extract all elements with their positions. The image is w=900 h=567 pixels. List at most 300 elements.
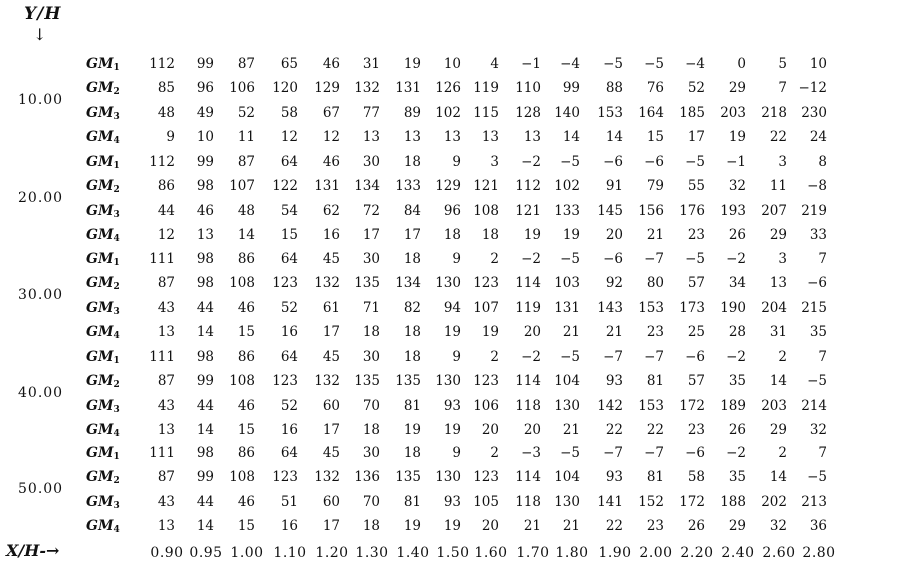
row-label-subscript: 3 <box>113 500 120 511</box>
table-cell: −6 <box>603 154 623 170</box>
table-cell: 19 <box>728 128 746 145</box>
table-cell: 132 <box>354 80 380 97</box>
table-cell: 22 <box>769 128 787 145</box>
table-cell: 99 <box>196 373 214 390</box>
table-cell: 70 <box>362 397 380 414</box>
row-label-subscript: 3 <box>113 111 120 122</box>
table-cell: −2 <box>521 251 541 267</box>
table-cell: 172 <box>679 493 705 510</box>
table-cell: 19 <box>403 421 421 438</box>
table-cell: 123 <box>272 469 298 486</box>
table-cell: 22 <box>646 421 664 438</box>
table-cell: 17 <box>403 226 421 243</box>
table-cell: −6 <box>807 275 827 292</box>
table-cell: 64 <box>280 251 298 267</box>
y-level-label: 50.00 <box>18 481 64 497</box>
table-cell: 131 <box>554 299 580 316</box>
table-cell: 14 <box>605 128 623 145</box>
row-label <box>86 398 120 418</box>
table-cell: −2 <box>726 445 746 461</box>
table-cell: −5 <box>560 251 580 267</box>
table-cell: 19 <box>562 226 580 243</box>
table-cell: 19 <box>403 517 421 534</box>
table-cell: 215 <box>801 299 827 316</box>
table-cell: 123 <box>272 275 298 292</box>
row-label-name: GM <box>86 154 114 170</box>
table-cell: 18 <box>403 251 421 267</box>
table-cell: 9 <box>166 128 175 145</box>
table-cell: 19 <box>523 226 541 243</box>
table-cell: 23 <box>687 421 705 438</box>
table-cell: 13 <box>403 128 421 145</box>
table-cell: 65 <box>280 56 298 72</box>
table-cell: 153 <box>638 397 664 414</box>
x-axis-label: X/H-→ <box>6 541 60 560</box>
table-cell: −2 <box>726 251 746 267</box>
table-cell: 3 <box>490 154 499 170</box>
table-cell: −8 <box>807 178 827 195</box>
table-cell: −5 <box>560 445 580 461</box>
table-cell: 112 <box>149 56 175 72</box>
table-cell: 45 <box>322 251 340 267</box>
table-cell: 44 <box>196 299 214 316</box>
row-label <box>86 56 120 76</box>
table-cell: 77 <box>362 104 380 121</box>
table-cell: 81 <box>646 469 664 486</box>
table-cell: 121 <box>473 178 499 195</box>
x-value: 1.00 <box>230 545 264 561</box>
table-cell: −5 <box>685 154 705 170</box>
table-cell: 20 <box>605 226 623 243</box>
table-cell: 20 <box>481 421 499 438</box>
table-cell: 104 <box>554 373 580 390</box>
table-cell: 81 <box>403 493 421 510</box>
table-cell: 130 <box>554 493 580 510</box>
table-cell: 46 <box>322 56 340 72</box>
row-label-name: GM <box>86 421 114 438</box>
table-cell: 18 <box>403 154 421 170</box>
table-cell: 87 <box>237 154 255 170</box>
table-cell: 12 <box>322 128 340 145</box>
table-cell: 19 <box>443 517 461 534</box>
x-value: 1.10 <box>273 545 307 561</box>
table-cell: −2 <box>726 349 746 365</box>
table-cell: 142 <box>597 397 623 414</box>
table-cell: 93 <box>443 397 461 414</box>
table-cell: 133 <box>554 202 580 219</box>
x-value: 2.20 <box>680 545 714 561</box>
table-cell: 14 <box>196 323 214 340</box>
table-cell: 98 <box>196 349 214 365</box>
table-cell: 52 <box>237 104 255 121</box>
table-cell: 17 <box>322 517 340 534</box>
table-cell: 18 <box>362 421 380 438</box>
table-cell: 71 <box>362 299 380 316</box>
row-label <box>86 373 120 393</box>
table-cell: 118 <box>515 493 541 510</box>
table-cell: 130 <box>435 275 461 292</box>
table-cell: 62 <box>322 202 340 219</box>
table-cell: 7 <box>778 80 787 97</box>
table-cell: 103 <box>554 275 580 292</box>
table-cell: 13 <box>769 275 787 292</box>
row-label <box>86 300 120 320</box>
x-value: 0.90 <box>150 545 184 561</box>
table-cell: 44 <box>196 397 214 414</box>
row-label-subscript: 4 <box>113 330 120 341</box>
row-label-name: GM <box>86 397 114 414</box>
row-label-subscript: 4 <box>113 233 120 244</box>
table-cell: 52 <box>280 299 298 316</box>
table-cell: 7 <box>818 349 827 365</box>
row-label-subscript: 3 <box>113 404 120 415</box>
table-cell: 19 <box>403 56 421 72</box>
table-cell: 14 <box>196 517 214 534</box>
table-cell: 15 <box>237 421 255 438</box>
table-cell: 11 <box>769 178 787 195</box>
row-label-subscript: 2 <box>113 185 120 196</box>
table-cell: 21 <box>605 323 623 340</box>
table-cell: 133 <box>395 178 421 195</box>
table-cell: −12 <box>798 80 827 97</box>
table-cell: 213 <box>801 493 827 510</box>
table-cell: −5 <box>603 56 623 72</box>
table-cell: 25 <box>687 323 705 340</box>
row-label-subscript: 2 <box>113 380 120 391</box>
table-cell: 15 <box>280 226 298 243</box>
table-cell: 21 <box>562 517 580 534</box>
table-cell: −1 <box>521 56 541 72</box>
table-cell: 61 <box>322 299 340 316</box>
row-label-name: GM <box>86 251 114 267</box>
table-cell: 30 <box>362 445 380 461</box>
table-cell: 55 <box>687 178 705 195</box>
row-label <box>86 227 120 247</box>
table-cell: 16 <box>280 421 298 438</box>
table-cell: 120 <box>272 80 298 97</box>
table-cell: 0 <box>737 56 746 72</box>
table-cell: 2 <box>490 251 499 267</box>
table-cell: 108 <box>473 202 499 219</box>
table-cell: 64 <box>280 445 298 461</box>
row-label <box>86 275 120 295</box>
table-cell: 13 <box>362 128 380 145</box>
table-cell: 4 <box>490 56 499 72</box>
table-cell: 20 <box>481 517 499 534</box>
x-value: 1.20 <box>315 545 349 561</box>
down-arrow-icon: ↓ <box>33 25 47 44</box>
table-cell: 18 <box>362 323 380 340</box>
table-cell: 19 <box>481 323 499 340</box>
table-cell: −3 <box>521 445 541 461</box>
table-cell: −5 <box>807 469 827 486</box>
table-cell: 57 <box>687 275 705 292</box>
table-cell: 207 <box>761 202 787 219</box>
table-cell: 135 <box>354 275 380 292</box>
table-cell: 86 <box>237 445 255 461</box>
row-label-name: GM <box>86 373 114 390</box>
y-axis-label: Y/H <box>24 4 62 24</box>
table-cell: 123 <box>473 373 499 390</box>
table-cell: 70 <box>362 493 380 510</box>
table-cell: 26 <box>728 226 746 243</box>
table-cell: 45 <box>322 349 340 365</box>
row-label <box>86 518 120 538</box>
table-cell: 13 <box>443 128 461 145</box>
table-cell: 106 <box>229 80 255 97</box>
x-value: 1.50 <box>436 545 470 561</box>
table-cell: 119 <box>473 80 499 97</box>
table-cell: 108 <box>229 469 255 486</box>
table-cell: 51 <box>280 493 298 510</box>
row-label-subscript: 1 <box>113 452 120 462</box>
table-cell: 15 <box>646 128 664 145</box>
table-cell: 26 <box>728 421 746 438</box>
table-cell: −6 <box>685 445 705 461</box>
table-cell: 48 <box>237 202 255 219</box>
row-label-subscript: 4 <box>113 524 120 535</box>
table-cell: 136 <box>354 469 380 486</box>
table-cell: 32 <box>809 421 827 438</box>
table-cell: 48 <box>157 104 175 121</box>
table-cell: 111 <box>149 445 175 461</box>
table-cell: 14 <box>769 373 787 390</box>
table-cell: 14 <box>562 128 580 145</box>
table-cell: 173 <box>679 299 705 316</box>
row-label-subscript: 1 <box>113 356 120 366</box>
table-cell: 46 <box>237 299 255 316</box>
table-cell: −5 <box>685 251 705 267</box>
row-label-subscript: 1 <box>113 63 120 73</box>
table-cell: 18 <box>403 445 421 461</box>
table-cell: 129 <box>435 178 461 195</box>
table-cell: 46 <box>196 202 214 219</box>
table-cell: 49 <box>196 104 214 121</box>
table-cell: 118 <box>515 397 541 414</box>
row-label <box>86 422 120 442</box>
table-cell: 28 <box>728 323 746 340</box>
x-value: 1.60 <box>474 545 508 561</box>
table-cell: 16 <box>280 517 298 534</box>
x-value: 2.80 <box>802 545 836 561</box>
table-cell: 18 <box>362 517 380 534</box>
row-label <box>86 469 120 489</box>
table-cell: 72 <box>362 202 380 219</box>
table-cell: 3 <box>778 154 787 170</box>
table-cell: 13 <box>157 421 175 438</box>
row-label-name: GM <box>86 226 114 243</box>
table-cell: 218 <box>761 104 787 121</box>
table-cell: 112 <box>515 178 541 195</box>
table-cell: 7 <box>818 445 827 461</box>
table-cell: 17 <box>322 421 340 438</box>
table-cell: 128 <box>515 104 541 121</box>
table-cell: 135 <box>395 469 421 486</box>
table-cell: 123 <box>473 469 499 486</box>
y-level-label: 10.00 <box>18 92 64 108</box>
table-cell: 52 <box>687 80 705 97</box>
table-cell: −6 <box>685 349 705 365</box>
x-value: 1.40 <box>396 545 430 561</box>
table-cell: 131 <box>314 178 340 195</box>
table-cell: 9 <box>452 445 461 461</box>
table-cell: 129 <box>314 80 340 97</box>
table-cell: 20 <box>523 421 541 438</box>
row-label <box>86 129 120 149</box>
row-label-name: GM <box>86 104 114 121</box>
table-cell: 134 <box>395 275 421 292</box>
table-cell: 81 <box>403 397 421 414</box>
table-cell: 92 <box>605 275 623 292</box>
table-cell: 122 <box>272 178 298 195</box>
table-cell: 29 <box>728 517 746 534</box>
table-cell: −1 <box>726 154 746 170</box>
table-cell: 13 <box>523 128 541 145</box>
table-cell: −2 <box>521 154 541 170</box>
table-cell: 29 <box>769 226 787 243</box>
table-cell: 3 <box>778 251 787 267</box>
table-cell: 87 <box>157 373 175 390</box>
row-label-name: GM <box>86 517 114 534</box>
table-cell: 64 <box>280 154 298 170</box>
table-cell: 10 <box>443 56 461 72</box>
table-cell: −6 <box>603 251 623 267</box>
row-label <box>86 105 120 125</box>
table-cell: 43 <box>157 397 175 414</box>
x-value: 1.80 <box>555 545 589 561</box>
table-cell: −7 <box>603 445 623 461</box>
table-cell: 46 <box>237 493 255 510</box>
table-cell: 203 <box>720 104 746 121</box>
table-cell: 86 <box>237 349 255 365</box>
y-level-label: 20.00 <box>18 190 64 206</box>
table-cell: 43 <box>157 493 175 510</box>
x-value: 0.95 <box>189 545 223 561</box>
table-cell: 219 <box>801 202 827 219</box>
table-cell: 23 <box>646 323 664 340</box>
table-cell: 93 <box>605 373 623 390</box>
table-cell: 86 <box>237 251 255 267</box>
table-cell: 20 <box>523 323 541 340</box>
row-label-subscript: 2 <box>113 476 120 487</box>
table-cell: 81 <box>646 373 664 390</box>
table-cell: 141 <box>597 493 623 510</box>
table-cell: 99 <box>196 154 214 170</box>
row-label-subscript: 2 <box>113 282 120 293</box>
table-cell: 29 <box>769 421 787 438</box>
table-cell: 104 <box>554 469 580 486</box>
table-cell: 153 <box>638 299 664 316</box>
table-cell: 58 <box>280 104 298 121</box>
table-cell: −5 <box>560 349 580 365</box>
row-label-subscript: 4 <box>113 428 120 439</box>
table-cell: 33 <box>809 226 827 243</box>
table-cell: 13 <box>481 128 499 145</box>
table-cell: 21 <box>562 421 580 438</box>
row-label <box>86 203 120 223</box>
table-cell: 11 <box>237 128 255 145</box>
table-cell: 105 <box>473 493 499 510</box>
table-cell: 60 <box>322 493 340 510</box>
table-cell: 58 <box>687 469 705 486</box>
row-label-name: GM <box>86 323 114 340</box>
table-cell: 24 <box>809 128 827 145</box>
table-cell: 230 <box>801 104 827 121</box>
table-cell: 96 <box>196 80 214 97</box>
table-cell: 19 <box>443 323 461 340</box>
table-cell: 18 <box>481 226 499 243</box>
table-cell: 111 <box>149 349 175 365</box>
table-cell: 108 <box>229 373 255 390</box>
table-cell: 108 <box>229 275 255 292</box>
table-cell: 18 <box>403 323 421 340</box>
table-cell: −5 <box>644 56 664 72</box>
table-cell: 123 <box>272 373 298 390</box>
table-cell: 176 <box>679 202 705 219</box>
table-cell: 152 <box>638 493 664 510</box>
row-label-name: GM <box>86 349 114 365</box>
row-label-name: GM <box>86 128 114 145</box>
table-cell: 32 <box>728 178 746 195</box>
y-level-label: 40.00 <box>18 385 64 401</box>
table-cell: 2 <box>490 445 499 461</box>
table-cell: 106 <box>473 397 499 414</box>
row-label <box>86 494 120 514</box>
table-cell: 80 <box>646 275 664 292</box>
table-cell: 94 <box>443 299 461 316</box>
table-cell: 119 <box>515 299 541 316</box>
row-label-subscript: 2 <box>113 87 120 98</box>
table-cell: 46 <box>237 397 255 414</box>
table-cell: 114 <box>515 275 541 292</box>
row-label <box>86 251 120 271</box>
table-cell: 45 <box>322 445 340 461</box>
table-cell: 87 <box>157 469 175 486</box>
table-cell: 2 <box>778 349 787 365</box>
table-cell: 17 <box>322 323 340 340</box>
row-label <box>86 178 120 198</box>
table-cell: 121 <box>515 202 541 219</box>
table-cell: 36 <box>809 517 827 534</box>
table-cell: 98 <box>196 178 214 195</box>
table-cell: −7 <box>603 349 623 365</box>
y-level-label: 30.00 <box>18 287 64 303</box>
table-cell: 2 <box>490 349 499 365</box>
row-label-name: GM <box>86 56 114 72</box>
table-cell: 130 <box>435 373 461 390</box>
table-cell: 153 <box>597 104 623 121</box>
table-cell: 14 <box>196 421 214 438</box>
table-cell: 188 <box>720 493 746 510</box>
table-cell: 16 <box>280 323 298 340</box>
table-cell: 131 <box>395 80 421 97</box>
table-cell: 9 <box>452 251 461 267</box>
table-cell: −7 <box>644 251 664 267</box>
table-cell: 190 <box>720 299 746 316</box>
table-cell: 140 <box>554 104 580 121</box>
table-cell: 114 <box>515 469 541 486</box>
table-cell: 60 <box>322 397 340 414</box>
table-cell: 130 <box>435 469 461 486</box>
table-cell: 13 <box>196 226 214 243</box>
table-cell: 132 <box>314 275 340 292</box>
table-cell: 57 <box>687 373 705 390</box>
table-cell: 30 <box>362 349 380 365</box>
table-cell: 79 <box>646 178 664 195</box>
table-cell: 110 <box>515 80 541 97</box>
table-cell: 30 <box>362 154 380 170</box>
row-label-name: GM <box>86 445 114 461</box>
